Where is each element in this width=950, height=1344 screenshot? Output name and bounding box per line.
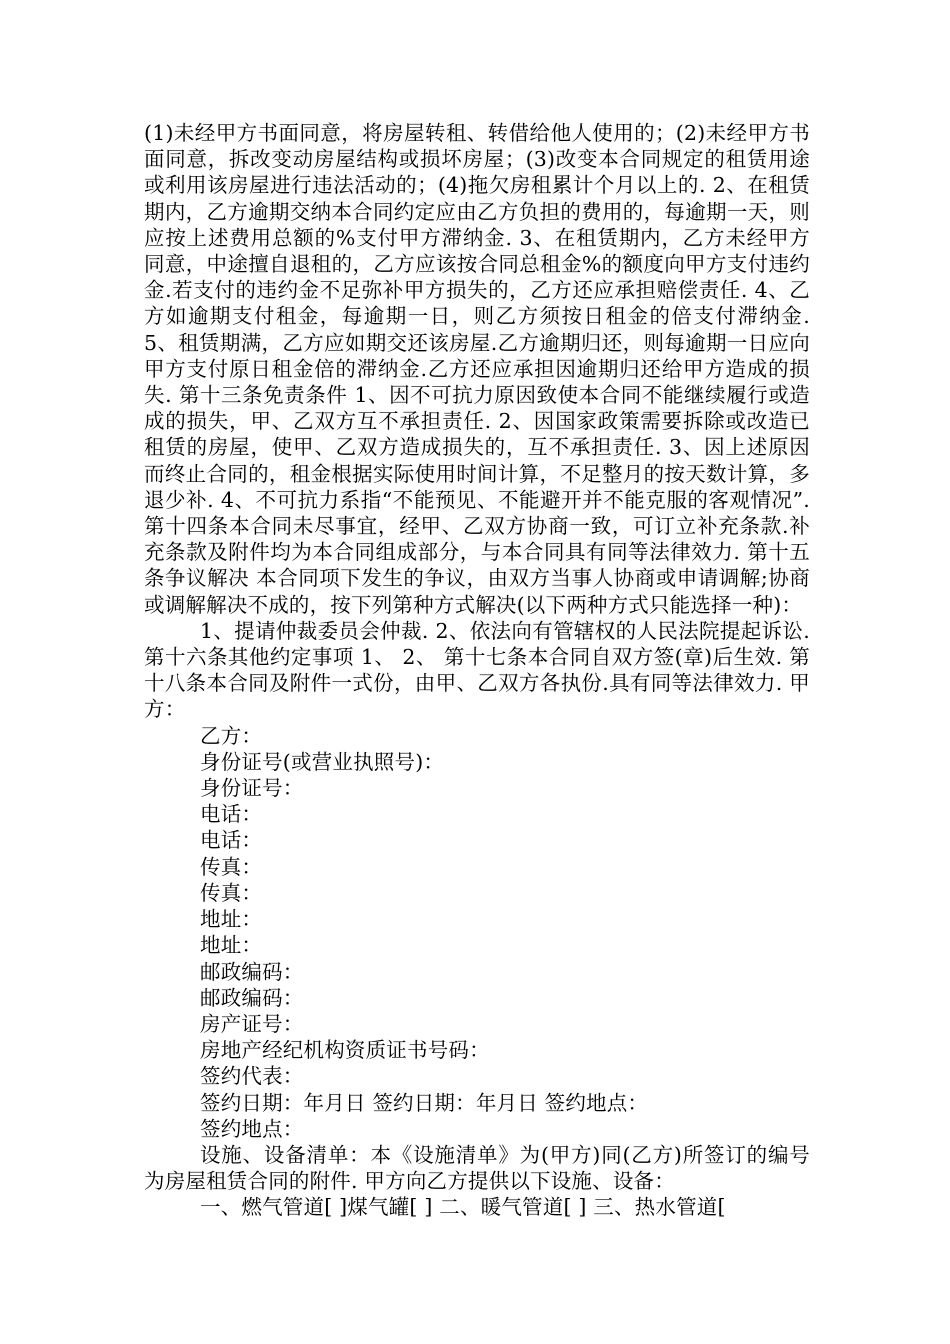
signature-field-address: 地址： bbox=[200, 907, 263, 932]
signature-field-agency-certificate: 房地产经纪机构资质证书号码： bbox=[200, 1038, 490, 1063]
signature-field-phone: 电话： bbox=[200, 828, 263, 853]
facility-checklist-line: 一、燃气管道[ ]煤气罐[ ] 二、暖气管道[ ] 三、热水管道[ bbox=[200, 1195, 726, 1220]
signature-field-location: 签约地点： bbox=[200, 1116, 304, 1141]
signature-field-address: 地址： bbox=[200, 933, 263, 958]
signature-field-party-b: 乙方： bbox=[200, 723, 263, 748]
signature-field-id-or-license: 身份证号(或营业执照号)： bbox=[200, 749, 445, 774]
contract-clause-paragraph: (1)未经甲方书面同意，将房屋转租、转借给他人使用的；(2)未经甲方书面同意，拆改变动房屋结构或损坏房屋；(3)改变本合同规定的租赁用途或利用该房屋进行违法活动的；(4)拖欠房租累计个月以上的. 2、在租赁期内，乙方逾期交纳本合同约定应由乙方负担的费用的，每逾期一天，则应按上述费用总额的%支付甲方滞纳金. 3、在租赁期内，乙方未经甲方同意，中途擅自退租的，乙方应该按合同总租金%的额度向甲方支付违约金.若支付的违约金不足弥补甲方损失的，乙方还应承担赔偿责任. 4、乙方如逾期支付租金，每逾期一日，则乙方须按日租金的倍支付滞纳金. 5、租赁期满，乙方应如期交还该房屋.乙方逾期归还，则每逾期一日应向甲方支付原日租金倍的滞纳金.乙方还应承担因逾期归还给甲方造成的损失. 第十三条免责条件 1、因不可抗力原因致使本合同不能继续履行或造成的损失，甲、乙双方互不承担责任. 2、因国家政策需要拆除或改造已租赁的房屋，使甲、乙双方造成损失的，互不承担责任. 3、因上述原因而终止合同的，租金根据实际使用时间计算，不足整月的按天数计算，多退少补. 4、不可抗力系指“不能预见、不能避开并不能克服的客观情况”. 第十四条本合同未尽事宜，经甲、乙双方协商一致，可订立补充条款.补充条款及附件均为本合同组成部分，与本合同具有同等法律效力. 第十五条争议解决 本合同项下发生的争议，由双方当事人协商或申请调解;协商或调解解决不成的，按下列第种方式解决(以下两种方式只能选择一种)： bbox=[144, 121, 817, 617]
signature-field-fax: 传真： bbox=[200, 854, 263, 879]
signature-field-fax: 传真： bbox=[200, 880, 263, 905]
document-page bbox=[144, 120, 817, 1221]
signature-field-property-certificate: 房产证号： bbox=[200, 1011, 304, 1036]
signature-field-representative: 签约代表： bbox=[200, 1064, 304, 1089]
signature-field-dates-location: 签约日期：年月日 签约日期：年月日 签约地点： bbox=[200, 1090, 649, 1115]
signature-field-postcode: 邮政编码： bbox=[200, 985, 304, 1010]
facility-list-paragraph: 设施、设备清单：本《设施清单》为(甲方)同(乙方)所签订的编号为房屋租赁合同的附件. 甲方向乙方提供以下设施、设备： bbox=[144, 1142, 810, 1194]
signature-field-phone: 电话： bbox=[200, 802, 263, 827]
signature-field-postcode: 邮政编码： bbox=[200, 959, 304, 984]
dispute-resolution-paragraph: 1、提请仲裁委员会仲裁. 2、依法向有管辖权的人民法院提起诉讼. 第十六条其他约定事项 1、 2、 第十七条本合同自双方签(章)后生效. 第十八条本合同及附件一式份，由甲、乙双方各执份.具有同等法律效力. 甲方： bbox=[144, 618, 817, 722]
signature-field-id: 身份证号： bbox=[200, 776, 304, 801]
